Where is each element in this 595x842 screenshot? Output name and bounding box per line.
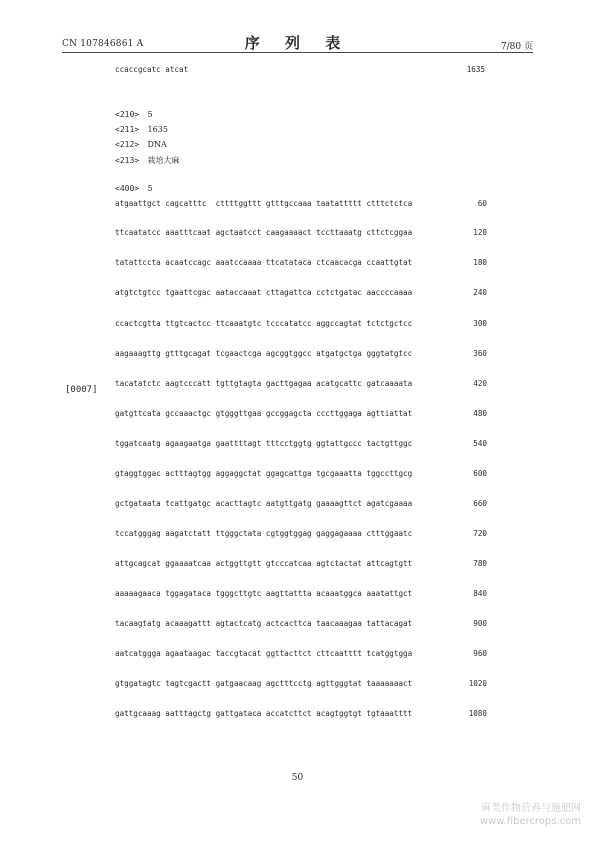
sequence-text: tacaagtatg acaaagattt agtactcatg actcacttca taacaaagaa tattacagat — [115, 619, 413, 628]
sequence-position: 180 — [473, 258, 487, 267]
sequence-text: tacatatctc aagtcccatt tgttgtagta gacttgagaa acatgcattc gatcaaaata — [115, 379, 413, 388]
sequence-row — [115, 589, 487, 601]
sequence-row — [115, 288, 487, 300]
sequence-row — [115, 469, 487, 481]
sequence-position: 360 — [473, 349, 487, 358]
sequence-row — [115, 228, 487, 240]
meta-value: 栽培大麻 — [147, 156, 180, 165]
sequence-position: 960 — [473, 649, 487, 658]
watermark-line: 麻类作物营养与施肥网 — [481, 803, 581, 814]
sequence-position: 480 — [473, 409, 487, 418]
sequence-position: 1080 — [468, 709, 487, 718]
sequence-position: 780 — [473, 559, 487, 568]
sequence-position: 240 — [473, 288, 487, 297]
meta-row — [115, 125, 168, 134]
sequence-text: gattgcaaag aatttagctg gattgataca accatcttct acagtggtgt tgtaaatttt — [115, 709, 413, 718]
meta-row — [115, 110, 153, 119]
watermark — [480, 802, 581, 828]
sequence-header — [115, 184, 153, 193]
sequence-text: aaaaagaaca tggagataca tgggcttgtc aagttattta acaaatggca aaatattgct — [115, 589, 413, 598]
header-divider — [62, 52, 533, 53]
meta-tag: <211> — [115, 125, 140, 134]
meta-tag: <212> — [115, 140, 140, 149]
previous-sequence-position: 1635 — [466, 65, 485, 74]
previous-sequence-tail: ccaccgcatc atcat — [115, 65, 189, 74]
sequence-position: 900 — [473, 619, 487, 628]
sequence-position: 420 — [473, 379, 487, 388]
sequence-header-value: 5 — [147, 184, 153, 193]
sequence-text: gctgataata tcattgatgc acacttagtc aatgttgatg gaaaagttct agatcgaaaa — [115, 499, 413, 508]
sequence-position: 840 — [473, 589, 487, 598]
meta-value: 5 — [147, 110, 153, 119]
sequence-text: tccatgggag aagatctatt ttgggctata cgtggtggag gaggagaaaa ctttggaatc — [115, 529, 413, 538]
sequence-row — [115, 349, 487, 361]
page-number: 50 — [291, 773, 304, 783]
sequence-text: gtaggtggac actttagtgg aggaggctat ggagcattga tgcgaaatta tggccttgcg — [115, 469, 413, 478]
sequence-row — [115, 709, 487, 721]
sequence-row — [115, 649, 487, 661]
sequence-text: aatcatggga agaataagac taccgtacat ggttacttct cttcaatttt tcatggtgga — [115, 649, 413, 658]
page-info: 7/80 页 — [500, 42, 533, 52]
sequence-row — [115, 379, 487, 391]
sequence-position: 1020 — [468, 679, 487, 688]
sequence-text: tatattccta acaatccagc aaatccaaaa ttcatataca ctcaacacga ccaattgtat — [115, 258, 413, 267]
meta-tag: <213> — [115, 156, 140, 165]
sequence-position: 720 — [473, 529, 487, 538]
sequence-row — [115, 559, 487, 571]
sequence-position: 540 — [473, 439, 487, 448]
sequence-text: atgaattgct cagcatttc cttttggttt gtttgccaaa taatattttt ctttctctca — [115, 199, 413, 208]
sequence-position: 300 — [473, 319, 487, 328]
sequence-row — [115, 199, 487, 211]
sequence-row — [115, 439, 487, 451]
sequence-row — [115, 319, 487, 331]
sequence-text: ccactcgtta ttgtcactcc ttcaaatgtc tcccatatcc aggccagtat tctctgctcc — [115, 319, 413, 328]
meta-row — [115, 140, 167, 149]
sequence-position: 660 — [473, 499, 487, 508]
patent-number: CN 107846861 A — [62, 39, 144, 49]
sequence-position: 120 — [473, 228, 487, 237]
meta-tag: <210> — [115, 110, 140, 119]
sequence-position: 600 — [473, 469, 487, 478]
sequence-row — [115, 258, 487, 270]
sequence-row — [115, 499, 487, 511]
sequence-text: gatgttcata gccaaactgc gtgggttgaa gccggagcta cccttggaga agttiattat — [115, 409, 413, 418]
sequence-position: 60 — [477, 199, 487, 208]
page-title: 序 列 表 — [244, 34, 351, 52]
sequence-header-tag: <400> — [115, 184, 140, 193]
sequence-text: gtggatagtc tagtcgactt gatgaacaag agctttcctg agttgggtat taaaaaaact — [115, 679, 413, 688]
meta-value: DNA — [147, 140, 167, 149]
meta-value: 1635 — [147, 125, 168, 134]
paragraph-number: [0007] — [65, 385, 98, 395]
sequence-text: attgcagcat ggaaaatcaa actggttgtt gtcccatcaa agtctactat attcagtgtt — [115, 559, 413, 568]
sequence-row — [115, 529, 487, 541]
sequence-text: tggatcaatg agaagaatga gaattttagt tttcctggtg ggtattgccc tactgttggc — [115, 439, 413, 448]
meta-row — [115, 155, 180, 166]
watermark-line: www.fibercrops.com — [479, 816, 581, 827]
sequence-row — [115, 619, 487, 631]
sequence-text: aagaaagttg gtttgcagat tcgaactcga agcggtggcc atgatgctga gggtatgtcc — [115, 349, 413, 358]
sequence-row — [115, 679, 487, 691]
sequence-text: atgtctgtcc tgaattcgac aataccaaat cttagattca cctctgatac aaccccaaaa — [115, 288, 413, 297]
sequence-text: ttcaatatcc aaatttcaat agctaatcct caagaaaact tccttaaatg cttctcggaa — [115, 228, 413, 237]
sequence-row — [115, 409, 487, 421]
